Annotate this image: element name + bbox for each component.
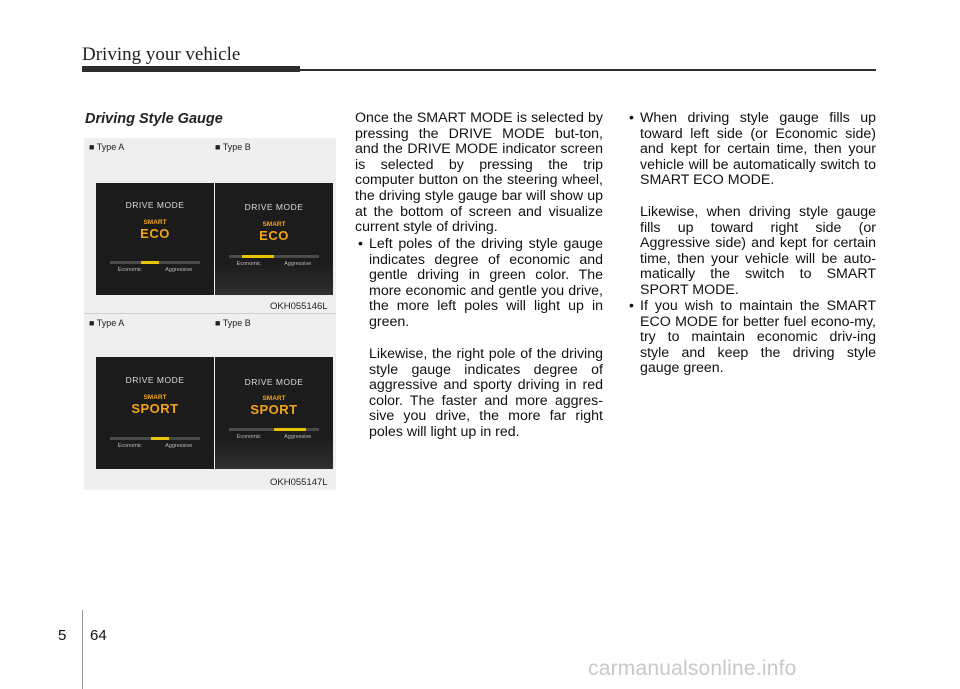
screen-title: DRIVE MODE — [244, 202, 304, 212]
bullet-left-poles: • Left poles of the driving style gauge indicates degree of economic and gentle driving in green color. The more economic and gentle you drive, the more left poles will light up in green. — [369, 237, 603, 331]
gauge-economic-label: Economic — [236, 261, 261, 267]
bullet-left-poles-continued: Likewise, the right pole of the driving style gauge indicates degree of aggressive and sporty driving in red color. The faster and more aggres-sive you drive, the more far right poles will light up in red. — [369, 346, 603, 440]
watermark: carmanualsonline.info — [588, 657, 797, 680]
bullet-maintain-eco: • If you wish to maintain the SMART ECO MODE for better fuel econo-my, try to maintain economic driv-ing style and keep the driving style gauge green. — [640, 299, 876, 377]
gauge-fill — [141, 261, 160, 264]
gauge-aggressive-label: Aggressive — [165, 443, 193, 449]
drive-mode-screen-sport-type-a — [96, 357, 214, 469]
gauge-aggressive-label: Aggressive — [165, 267, 193, 273]
gauge-fill — [242, 255, 274, 258]
bullet-economic-side: • When driving style gauge fills up toward left side (or Economic side) and kept for certain time, then your vehicle will be automatically switch to SMART ECO MODE. — [640, 111, 876, 189]
section-heading: Driving Style Gauge — [85, 111, 223, 127]
header-rule-thick — [82, 66, 300, 72]
intro-paragraph: Once the SMART MODE is selected by pressing the DRIVE MODE but-ton, and the DRIVE MODE indicator screen is selected by pressing the trip computer button on the steering wheel, the driving style gauge bar will show up at the bottom of screen and visualize current style of driving. — [355, 110, 603, 236]
screen-title: DRIVE MODE — [125, 375, 185, 385]
driving-style-gauge — [110, 437, 200, 440]
screen-smart-label: SMART — [143, 394, 167, 401]
screen-smart-label: SMART — [143, 219, 167, 226]
gauge-economic-label: Economic — [117, 267, 142, 273]
header-rule-thin — [300, 69, 876, 71]
type-a-label: ■ Type A — [89, 318, 125, 328]
chapter-number: 5 — [58, 627, 67, 644]
gauge-labels — [225, 261, 323, 267]
driving-style-gauge — [229, 428, 319, 431]
screen-mode-label: ECO — [259, 228, 289, 243]
screen-mode-label: SPORT — [250, 402, 298, 417]
gauge-economic-label: Economic — [236, 434, 261, 440]
screen-title: DRIVE MODE — [125, 200, 185, 210]
driving-style-gauge — [229, 255, 319, 258]
page-number-divider — [82, 610, 83, 689]
type-b-label: ■ Type B — [215, 318, 251, 328]
gauge-fill — [274, 428, 306, 431]
screen-mode-label: SPORT — [131, 401, 179, 416]
gauge-aggressive-label: Aggressive — [284, 261, 312, 267]
gauge-labels — [225, 434, 323, 440]
gauge-labels — [106, 443, 204, 449]
header-title: Driving your vehicle — [82, 44, 241, 65]
figure-code: OKH055146L — [270, 301, 328, 312]
gauge-fill — [151, 437, 170, 440]
drive-mode-screen-eco-type-b — [215, 183, 333, 295]
gauge-aggressive-label: Aggressive — [284, 434, 312, 440]
type-b-label: ■ Type B — [215, 142, 251, 152]
drive-mode-screen-eco-type-a — [96, 183, 214, 295]
screen-title: DRIVE MODE — [244, 377, 304, 387]
screen-smart-label: SMART — [262, 221, 286, 228]
drive-mode-screen-sport-type-b — [215, 357, 333, 469]
figure-code: OKH055147L — [270, 477, 328, 488]
screen-mode-label: ECO — [140, 226, 170, 241]
gauge-economic-label: Economic — [117, 443, 142, 449]
type-a-label: ■ Type A — [89, 142, 125, 152]
driving-style-gauge — [110, 261, 200, 264]
gauge-labels — [106, 267, 204, 273]
page-number: 64 — [90, 627, 107, 644]
bullet-economic-side-continued: Likewise, when driving style gauge fills up toward right side (or Aggressive side) and kept for certain time, then your vehicle will be auto-matically the switch to SMART SPORT MODE. — [640, 204, 876, 298]
screen-smart-label: SMART — [262, 395, 286, 402]
